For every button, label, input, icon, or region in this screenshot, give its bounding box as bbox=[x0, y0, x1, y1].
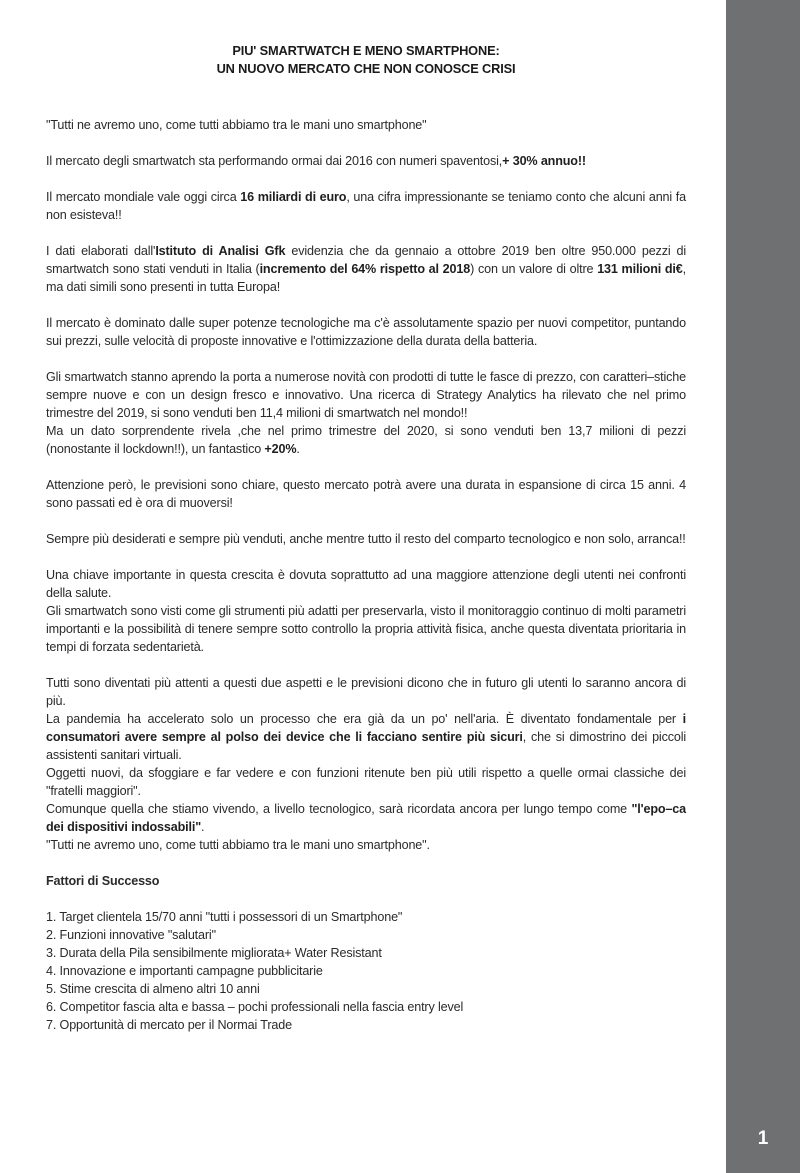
success-factors-list bbox=[46, 908, 686, 1034]
paragraph-text: ) con un valore di oltre bbox=[470, 262, 598, 276]
page-number: 1 bbox=[757, 1128, 769, 1149]
highlight-text: 16 miliardi di euro bbox=[240, 190, 347, 204]
paragraph-block-sales bbox=[46, 368, 686, 458]
paragraph-text: I dati elaborati dall' bbox=[46, 244, 156, 258]
title-line-1: PIU' SMARTWATCH E MENO SMARTPHONE: bbox=[232, 43, 500, 58]
paragraph-competition: Il mercato è dominato dalle super potenze tecnologiche ma c'è assolutamente spazio per nuovi competitor, puntando sui prezzi, sulle velocità di proposte innovative e l'ottimizzazione della durata della batteria. bbox=[46, 316, 686, 348]
paragraph-sales-2020 bbox=[46, 422, 686, 458]
highlight-text: +20% bbox=[264, 442, 297, 456]
paragraph-health-tools: Gli smartwatch sono visti come gli strumenti più adatti per preservarla, visto il monitoraggio continuo di molti parametri importanti e la possibilità di tenere sempre sotto controllo la propria attività fisica, anche questa diventata prioritaria in tempi di forzata sedentarietà. bbox=[46, 604, 686, 654]
paragraph-text: evidenzia che da gennaio a ottobre 2019 ben oltre 950.000 pezzi di smartwatch sono stati venduti in Italia ( bbox=[46, 244, 687, 276]
paragraph-sales-2019: Gli smartwatch stanno aprendo la porta a numerose novità con prodotti di tutte le fasce di prezzo, con caratteri–stiche sempre nuove e con un design fresco e innovativo. Una ricerca di Strategy Analytics ha rilevato che nel primo trimestre del 2019, si sono venduti ben 11,4 milioni di smartwatch nel mondo!! bbox=[46, 370, 686, 420]
paragraph-text: Ma un dato sorprendente rivela ,che nel primo trimestre del 2020, si sono venduti ben 13,7 milioni di pezzi (nonostante il lockdown!!), un fantastico bbox=[46, 424, 686, 456]
paragraph-health-key: Una chiave importante in questa crescita è dovuta soprattutto ad una maggiore attenzione degli utenti nei confronti della salute. bbox=[46, 568, 686, 600]
paragraph-gfk-data bbox=[46, 242, 686, 296]
paragraph-text: , che si dimostrino dei piccoli assistenti sanitari virtuali. bbox=[46, 730, 687, 762]
paragraph-text: Comunque quella che stiamo vivendo, a livello tecnologico, sarà ricordata ancora per lungo tempo come bbox=[46, 802, 632, 816]
paragraph-block-health bbox=[46, 566, 686, 656]
list-item: 5. Stime crescita di almeno altri 10 anni bbox=[46, 982, 260, 996]
paragraph-text: La pandemia ha accelerato solo un processo che era già da un po' nell'aria. È diventato fondamentale per bbox=[46, 712, 683, 726]
paragraph-demand: Sempre più desiderati e sempre più venduti, anche mentre tutto il resto del comparto tecnologico e non solo, arranca!! bbox=[46, 532, 686, 546]
page-title bbox=[46, 42, 686, 78]
list-item: 2. Funzioni innovative "salutari" bbox=[46, 928, 216, 942]
list-item: 3. Durata della Pila sensibilmente migliorata+ Water Resistant bbox=[46, 946, 382, 960]
paragraph-text: Il mercato mondiale vale oggi circa bbox=[46, 190, 241, 204]
paragraph-forecast: Attenzione però, le previsioni sono chiare, questo mercato potrà avere una durata in espansione di circa 15 anni. 4 sono passati ed è ora di muoversi! bbox=[46, 478, 686, 510]
paragraph-attention: Tutti sono diventati più attenti a questi due aspetti e le previsioni dicono che in futuro gli utenti lo saranno ancora di più. bbox=[46, 676, 686, 708]
paragraph-market-value bbox=[46, 188, 686, 224]
paragraph-text: Il mercato degli smartwatch sta performando ormai dai 2016 con numeri spaventosi, bbox=[46, 154, 503, 168]
list-item: 7. Opportunità di mercato per il Normai Trade bbox=[46, 1018, 292, 1032]
closing-quote: "Tutti ne avremo uno, come tutti abbiamo tra le mani uno smartphone". bbox=[46, 838, 430, 852]
paragraph-text: , ma dati simili sono presenti in tutta Europa! bbox=[46, 262, 686, 294]
paragraph-pandemic bbox=[46, 710, 686, 764]
side-band bbox=[726, 0, 800, 1173]
paragraph-text: , una cifra impressionante se teniamo conto che alcuni anni fa non esisteva!! bbox=[46, 190, 686, 222]
highlight-text: Istituto di Analisi Gfk bbox=[155, 244, 286, 258]
highlight-text: i consumatori avere sempre al polso dei device che li facciano sentire più sicuri bbox=[46, 712, 686, 744]
list-item: 6. Competitor fascia alta e bassa – pochi professionali nella fascia entry level bbox=[46, 1000, 464, 1014]
section-title: Fattori di Successo bbox=[46, 874, 160, 888]
document-body bbox=[46, 42, 686, 1034]
title-line-2: UN NUOVO MERCATO CHE NON CONOSCE CRISI bbox=[216, 61, 516, 76]
highlight-text: incremento del 64% rispetto al 2018 bbox=[259, 262, 471, 276]
list-item: 1. Target clientela 15/70 anni "tutti i possessori di un Smartphone" bbox=[46, 910, 403, 924]
list-item: 4. Innovazione e importanti campagne pubblicitarie bbox=[46, 964, 323, 978]
paragraph-block-pandemic bbox=[46, 674, 686, 854]
highlight-text: 131 milioni di€ bbox=[597, 262, 683, 276]
opening-quote: "Tutti ne avremo uno, come tutti abbiamo tra le mani uno smartphone" bbox=[46, 118, 427, 132]
paragraph-growth bbox=[46, 152, 686, 170]
highlight-text: + 30% annuo!! bbox=[502, 154, 586, 168]
highlight-text: "l'epo–ca dei dispositivi indossabili" bbox=[46, 802, 686, 834]
paragraph-text: . bbox=[296, 442, 300, 456]
paragraph-text: . bbox=[201, 820, 205, 834]
paragraph-new-objects: Oggetti nuovi, da sfoggiare e far vedere e con funzioni ritenute ben più utili rispetto a quelle ormai classiche dei "fratelli maggiori". bbox=[46, 766, 686, 798]
paragraph-era bbox=[46, 800, 686, 836]
